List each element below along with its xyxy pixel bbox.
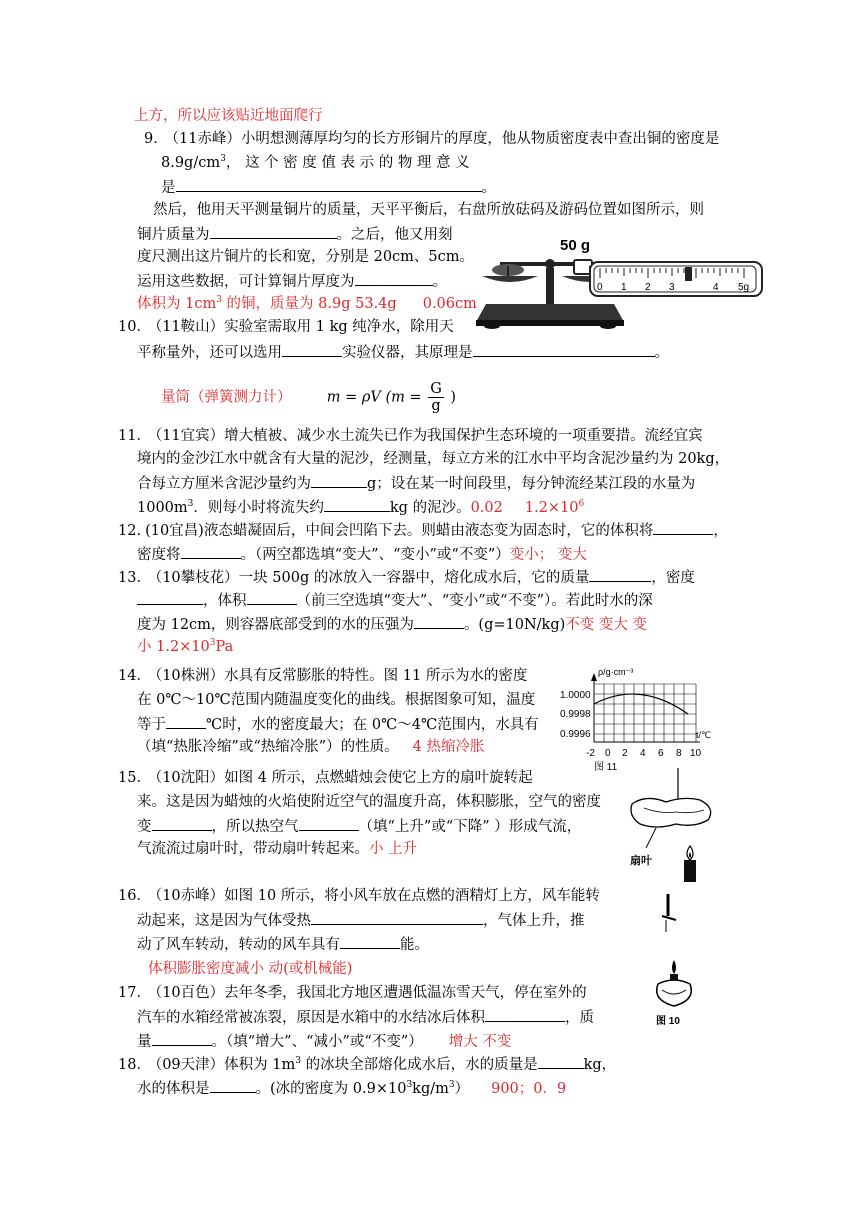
svg-text:8: 8 <box>676 748 682 759</box>
q18-blank-volume[interactable] <box>210 1077 256 1093</box>
q13-blank-pressure[interactable] <box>414 613 464 629</box>
svg-text:0: 0 <box>605 748 611 759</box>
q9-line4: 然后，他用天平测量铜片的质量，天平平衡后，右盘所放砝码及游码位置如图所示，则 <box>153 202 704 218</box>
svg-text:0.9996: 0.9996 <box>560 729 591 740</box>
q10-blank-instrument[interactable] <box>282 341 342 357</box>
svg-text:1.0000: 1.0000 <box>560 690 591 701</box>
svg-text:3: 3 <box>669 282 675 293</box>
q9-line3: 是 。 <box>161 176 496 198</box>
svg-text:5g: 5g <box>738 282 750 293</box>
q11-blank-per-cm3[interactable] <box>311 472 367 488</box>
q15-blank-direction[interactable] <box>299 815 359 831</box>
q16-answer: 体积膨胀密度减小 动(或机械能) <box>148 961 353 977</box>
q9-line7: 运用这些数据，可计算铜片厚度为 。 <box>137 270 447 292</box>
q10-line2: 平称量外，还可以选用 实验仪器，其原理是 。 <box>137 341 669 363</box>
q17-line3: 量 。（填“增大”、“减小”或“不变”） 增大 不变 <box>137 1030 511 1052</box>
q9-line2: $8.9g/cm^3$， 这 个 密 度 值 表 示 的 物 理 意 义 <box>161 154 470 171</box>
q18-line2: 水的体积是 。(冰的密度为 $0.9\times 10^3kg/m^3$） 900；0．9 <box>137 1077 566 1099</box>
q14-blank-temp[interactable] <box>166 713 206 729</box>
q9-blank-mass[interactable] <box>210 223 337 239</box>
svg-text:10: 10 <box>690 748 702 759</box>
q15-line2: 来。这是因为蜡烛的火焰使附近空气的温度升高，体积膨胀，空气的密度 <box>137 794 601 810</box>
q9-line1: 9． （11赤峰）小明想测薄厚均匀的长方形铜片的厚度，他从物质密度表中查出铜的密度是 <box>144 131 720 147</box>
q16-line3: 动了风车转动，转动的风车具有 能。 <box>137 933 429 955</box>
fan-candle-figure <box>626 768 730 884</box>
q12-blank-volume[interactable] <box>653 519 713 535</box>
q17-line2: 汽车的水箱经常被冻裂，原因是水箱中的水结冰后体积 ，质 <box>137 1006 594 1028</box>
balance-scale-figure <box>474 226 766 330</box>
q9-blank-thickness[interactable] <box>355 270 433 286</box>
q17-line1: 17． （10百色）去年冬季，我国北方地区遭遇低温冻雪天气，停在室外的 <box>118 985 587 1001</box>
svg-text:t/℃: t/℃ <box>696 730 712 740</box>
svg-text:50 g: 50 g <box>560 237 591 254</box>
q10-blank-principle[interactable] <box>473 341 655 357</box>
q14-line3: 等于 ℃时，水的密度最大；在 0℃～4℃范围内，水具有 <box>137 713 539 735</box>
q13-line1: 13． （10攀枝花）一块 500g 的冰放入一容器中，熔化成水后，它的质量 ，密度 <box>118 566 695 588</box>
q11-line2: 境内的金沙江水中就含有大量的泥沙，经测量，每立方米的江水中平均含泥沙量约为 20kg， <box>137 451 730 467</box>
svg-text:0: 0 <box>597 282 603 293</box>
q13-blank-mass[interactable] <box>589 566 651 582</box>
density-graph <box>560 664 720 772</box>
svg-text:图 10: 图 10 <box>656 1016 680 1027</box>
svg-text:4: 4 <box>640 748 646 759</box>
svg-text:ρ/g·cm⁻³: ρ/g·cm⁻³ <box>598 667 634 677</box>
q12-line2: 密度将 。（两空都选填“变大”、“变小”或“不变”）变小； 变大 <box>137 543 587 565</box>
svg-text:4: 4 <box>713 282 719 293</box>
q16-blank-reason[interactable] <box>311 909 483 925</box>
svg-text:6: 6 <box>658 748 664 759</box>
q16-blank-energy[interactable] <box>340 933 400 949</box>
svg-text:0.9998: 0.9998 <box>560 709 591 720</box>
svg-text:-2: -2 <box>586 748 595 759</box>
q14-line4: （填“热胀冷缩”或“热缩冷胀”）的性质。 4 热缩冷胀 <box>137 739 485 755</box>
q13-blank-volume[interactable] <box>247 589 297 605</box>
q15-line4: 气流流过扇叶时，带动扇叶转起来。小 上升 <box>137 841 418 857</box>
svg-text:1: 1 <box>621 282 627 293</box>
q18-blank-mass[interactable] <box>538 1053 584 1069</box>
prev-answer: 上方，所以应该贴近地面爬行 <box>134 108 323 124</box>
q11-line4: $1000m^3$．则每小时将流失约 kg 的泥沙。0.02 $1.2\times 10^6$ <box>137 496 584 518</box>
q11-line3: 合每立方厘米含泥沙量约为 g；设在某一时间段里，每分钟流经某江段的水量为 <box>137 472 695 494</box>
q10-line1: 10． （11鞍山）实验室需取用 1 kg 纯净水，除用天 <box>118 319 454 335</box>
q9-blank-meaning[interactable] <box>176 176 482 192</box>
q11-blank-per-hour[interactable] <box>324 496 390 512</box>
q10-answer: 量筒（弹簧测力计） m = ρV (m = $\frac{G}{g}$ ) <box>161 381 457 414</box>
q12-line1: 12. (10宜昌)液态蜡凝固后，中间会凹陷下去。则蜡由液态变为固态时，它的体积将 ， <box>118 519 728 541</box>
q9-answer: 体积为 $1cm^3$ 的铜，质量为 8.9g 53.4g 0.06cm <box>137 295 477 312</box>
q13-answer: 小 $1.2\times 10^3Pa$ <box>137 638 234 655</box>
q16-line1: 16． （10赤峰）如图 10 所示，将小风车放在点燃的酒精灯上方，风车能转 <box>118 888 600 904</box>
q11-line1: 11． （11宜宾）增大植被、减少水土流失已作为我国保护生态环境的一项重要措。流经宜宾 <box>118 428 703 444</box>
q14-line1: 14． （10株洲）水具有反常膨胀的特性。图 11 所示为水的密度 <box>118 668 528 684</box>
q15-blank-density[interactable] <box>152 815 212 831</box>
q9-line6: 度尺测出这片铜片的长和宽，分别是 20cm、5cm。 <box>137 249 475 265</box>
svg-text:扇叶: 扇叶 <box>630 855 652 867</box>
svg-text:2: 2 <box>622 748 628 759</box>
windmill-lamp-figure <box>650 890 730 1050</box>
svg-text:2: 2 <box>645 282 651 293</box>
q13-line3: 度为 12cm，则容器底部受到的水的压强为 。(g=10N/kg)不变 变大 变 <box>137 613 647 635</box>
q13-line2: ，体积 （前三空选填“变大”、“变小”或“不变”）。若此时水的深 <box>137 589 653 611</box>
q17-blank-mass[interactable] <box>152 1030 212 1046</box>
q17-blank-volume[interactable] <box>485 1006 565 1022</box>
q16-line2: 动起来，这是因为气体受热 ，气体上升，推 <box>137 909 585 931</box>
q18-line1: 18． （09天津）体积为 $1m^3$ 的冰块全部熔化成水后，水的质量是 kg， <box>118 1053 616 1075</box>
q9-line5: 铜片质量为 。之后，他又用刻 <box>137 223 453 245</box>
q13-blank-density[interactable] <box>137 589 203 605</box>
q12-blank-density[interactable] <box>181 543 241 559</box>
q14-line2: 在 0℃～10℃范围内随温度变化的曲线。根据图象可知，温度 <box>137 692 536 708</box>
q15-line3: 变 ，所以热空气 （填“上升”或“下降” ）形成气流， <box>137 815 581 837</box>
svg-text:图 11: 图 11 <box>594 762 618 772</box>
q15-line1: 15． （10沈阳）如图 4 所示，点燃蜡烛会使它上方的扇叶旋转起 <box>118 770 533 786</box>
